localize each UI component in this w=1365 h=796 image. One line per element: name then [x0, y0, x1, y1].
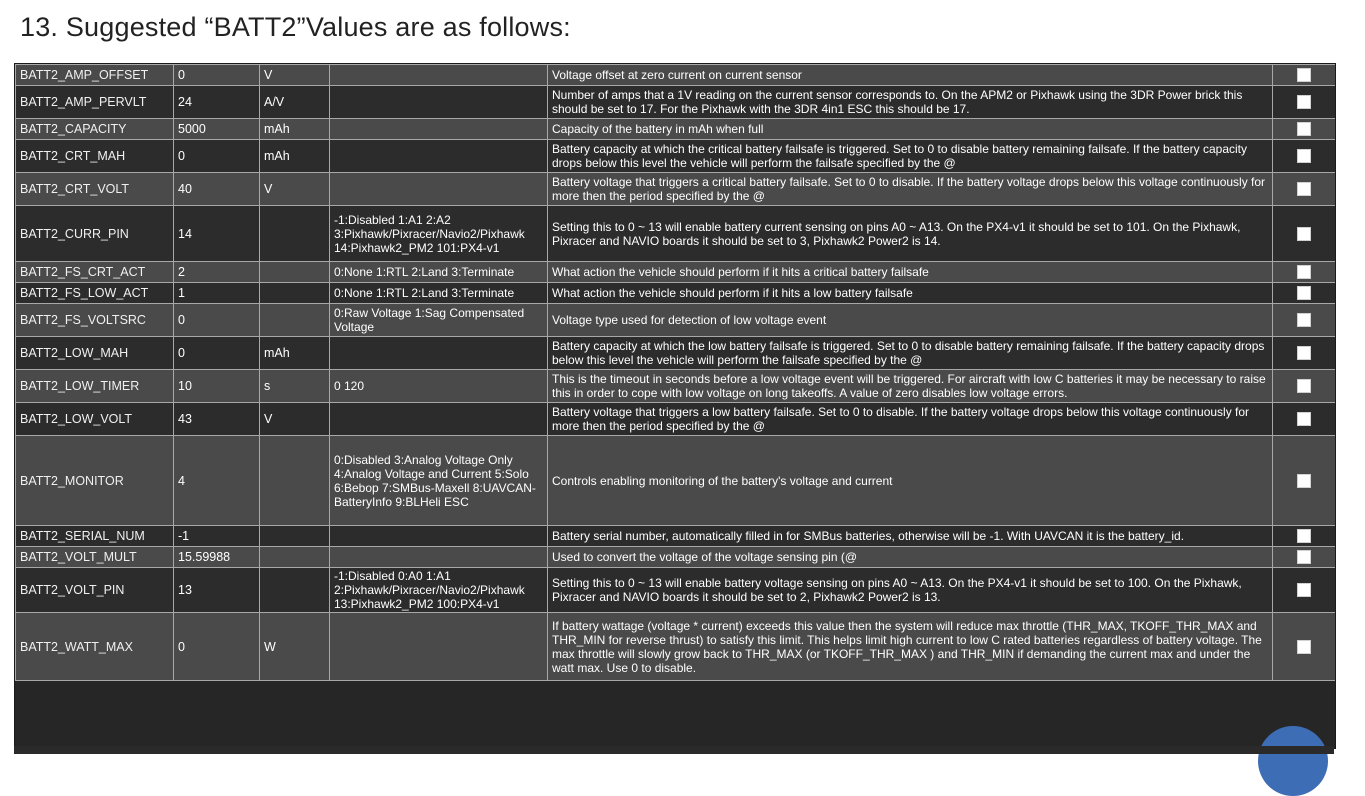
param-options-cell: -1:Disabled 1:A1 2:A2 3:Pixhawk/Pixracer/Navio2/Pixhawk 14:Pixhawk2_PM2 101:PX4-v1 [330, 206, 548, 262]
param-units-cell: V [260, 173, 330, 206]
param-name-cell: BATT2_LOW_VOLT [16, 403, 174, 436]
param-name-cell: BATT2_MONITOR [16, 436, 174, 526]
param-value-cell[interactable]: 15.59988 [174, 547, 260, 568]
param-options-cell: -1:Disabled 0:A0 1:A1 2:Pixhawk/Pixracer/Navio2/Pixhawk 13:Pixhawk2_PM2 100:PX4-v1 [330, 568, 548, 613]
param-description-cell: This is the timeout in seconds before a low voltage event will be triggered. For aircraft with low C batteries it may be necessary to raise this in order to cope with low voltage on long takeoffs. A value of zero disables low voltage errors. [548, 370, 1273, 403]
table-row[interactable] [16, 173, 1336, 206]
favorite-checkbox[interactable] [1297, 182, 1311, 196]
param-favorite-cell[interactable] [1273, 65, 1336, 86]
param-value-cell[interactable]: 40 [174, 173, 260, 206]
param-name-cell: BATT2_CAPACITY [16, 119, 174, 140]
param-favorite-cell[interactable] [1273, 436, 1336, 526]
param-units-cell: mAh [260, 337, 330, 370]
favorite-checkbox[interactable] [1297, 122, 1311, 136]
table-row[interactable] [16, 547, 1336, 568]
param-units-cell [260, 568, 330, 613]
param-options-cell [330, 403, 548, 436]
param-description-cell: Setting this to 0 ~ 13 will enable battery voltage sensing on pins A0 ~ A13. On the PX4-v1 it should be set to 100. On the Pixhawk, Pixracer and NAVIO boards it should be set to 2, Pixhawk2 Power2 is 13. [548, 568, 1273, 613]
param-name-cell: BATT2_VOLT_PIN [16, 568, 174, 613]
favorite-checkbox[interactable] [1297, 529, 1311, 543]
table-row[interactable] [16, 262, 1336, 283]
param-value-cell[interactable]: 1 [174, 283, 260, 304]
param-favorite-cell[interactable] [1273, 613, 1336, 681]
table-row[interactable] [16, 613, 1336, 681]
param-name-cell: BATT2_SERIAL_NUM [16, 526, 174, 547]
param-description-cell: Voltage offset at zero current on current sensor [548, 65, 1273, 86]
param-favorite-cell[interactable] [1273, 140, 1336, 173]
param-value-cell[interactable]: -1 [174, 526, 260, 547]
param-options-cell [330, 65, 548, 86]
param-description-cell: What action the vehicle should perform if it hits a low battery failsafe [548, 283, 1273, 304]
param-units-cell [260, 262, 330, 283]
param-favorite-cell[interactable] [1273, 262, 1336, 283]
param-units-cell: mAh [260, 140, 330, 173]
param-options-cell [330, 613, 548, 681]
page-heading: 13. Suggested “BATT2”Values are as follows: [20, 12, 571, 42]
param-name-cell: BATT2_WATT_MAX [16, 613, 174, 681]
parameter-table [15, 64, 1336, 681]
param-favorite-cell[interactable] [1273, 283, 1336, 304]
param-value-cell[interactable]: 14 [174, 206, 260, 262]
table-row[interactable] [16, 568, 1336, 613]
param-description-cell: Controls enabling monitoring of the battery's voltage and current [548, 436, 1273, 526]
param-units-cell: A/V [260, 86, 330, 119]
param-description-cell: Capacity of the battery in mAh when full [548, 119, 1273, 140]
param-favorite-cell[interactable] [1273, 370, 1336, 403]
param-value-cell[interactable]: 5000 [174, 119, 260, 140]
param-name-cell: BATT2_CURR_PIN [16, 206, 174, 262]
favorite-checkbox[interactable] [1297, 286, 1311, 300]
param-units-cell [260, 206, 330, 262]
param-options-cell: 0:None 1:RTL 2:Land 3:Terminate [330, 283, 548, 304]
param-description-cell: Battery voltage that triggers a low battery failsafe. Set to 0 to disable. If the battery voltage drops below this voltage continuously for more then the period specified by the @ [548, 403, 1273, 436]
param-description-cell: If battery wattage (voltage * current) exceeds this value then the system will reduce max throttle (THR_MAX, TKOFF_THR_MAX and THR_MIN for reverse thrust) to satisfy this limit. This helps limit high current to low C rated batteries regardless of battery voltage. The max throttle will slowly grow back to THR_MAX (or TKOFF_THR_MAX ) and THR_MIN if demanding the current max and under the watt max. Use 0 to disable. [548, 613, 1273, 681]
param-units-cell: s [260, 370, 330, 403]
favorite-checkbox[interactable] [1297, 149, 1311, 163]
table-row[interactable] [16, 337, 1336, 370]
param-name-cell: BATT2_CRT_MAH [16, 140, 174, 173]
param-name-cell: BATT2_VOLT_MULT [16, 547, 174, 568]
param-options-cell: 0:None 1:RTL 2:Land 3:Terminate [330, 262, 548, 283]
param-value-cell[interactable]: 13 [174, 568, 260, 613]
param-options-cell [330, 119, 548, 140]
param-units-cell: mAh [260, 119, 330, 140]
param-description-cell: Used to convert the voltage of the voltage sensing pin (@ [548, 547, 1273, 568]
table-row[interactable] [16, 526, 1336, 547]
favorite-checkbox[interactable] [1297, 474, 1311, 488]
favorite-checkbox[interactable] [1297, 265, 1311, 279]
param-options-cell [330, 140, 548, 173]
param-options-cell: 0 120 [330, 370, 548, 403]
param-options-cell [330, 173, 548, 206]
param-name-cell: BATT2_FS_LOW_ACT [16, 283, 174, 304]
table-row[interactable] [16, 140, 1336, 173]
param-options-cell [330, 86, 548, 119]
param-units-cell [260, 283, 330, 304]
param-name-cell: BATT2_FS_CRT_ACT [16, 262, 174, 283]
param-description-cell: Voltage type used for detection of low voltage event [548, 304, 1273, 337]
param-units-cell [260, 547, 330, 568]
param-name-cell: BATT2_FS_VOLTSRC [16, 304, 174, 337]
horizontal-scrollbar[interactable] [14, 746, 1334, 754]
table-row[interactable] [16, 119, 1336, 140]
table-row[interactable] [16, 283, 1336, 304]
param-value-cell[interactable]: 0 [174, 140, 260, 173]
favorite-checkbox[interactable] [1297, 583, 1311, 597]
param-name-cell: BATT2_AMP_PERVLT [16, 86, 174, 119]
param-value-cell[interactable]: 10 [174, 370, 260, 403]
param-favorite-cell[interactable] [1273, 304, 1336, 337]
param-units-cell [260, 436, 330, 526]
param-value-cell[interactable]: 0 [174, 337, 260, 370]
favorite-checkbox[interactable] [1297, 95, 1311, 109]
param-favorite-cell[interactable] [1273, 337, 1336, 370]
favorite-checkbox[interactable] [1297, 640, 1311, 654]
param-options-cell: 0:Disabled 3:Analog Voltage Only 4:Analog Voltage and Current 5:Solo 6:Bebop 7:SMBus-Maxell 8:UAVCAN-BatteryInfo 9:BLHeli ESC [330, 436, 548, 526]
param-name-cell: BATT2_AMP_OFFSET [16, 65, 174, 86]
param-description-cell: Battery capacity at which the critical battery failsafe is triggered. Set to 0 to disable battery remaining failsafe. If the battery capacity drops below this level the vehicle will perform the failsafe specified by the @ [548, 140, 1273, 173]
corner-badge [1258, 726, 1328, 796]
param-description-cell: What action the vehicle should perform if it hits a critical battery failsafe [548, 262, 1273, 283]
table-row[interactable] [16, 436, 1336, 526]
favorite-checkbox[interactable] [1297, 346, 1311, 360]
param-description-cell: Number of amps that a 1V reading on the current sensor corresponds to. On the APM2 or Pixhawk using the 3DR Power brick this should be set to 17. For the Pixhawk with the 3DR 4in1 ESC this should be 17. [548, 86, 1273, 119]
param-units-cell [260, 304, 330, 337]
favorite-checkbox[interactable] [1297, 379, 1311, 393]
table-row[interactable] [16, 304, 1336, 337]
param-name-cell: BATT2_CRT_VOLT [16, 173, 174, 206]
param-value-cell[interactable]: 0 [174, 65, 260, 86]
table-row[interactable] [16, 370, 1336, 403]
param-value-cell[interactable]: 0 [174, 304, 260, 337]
favorite-checkbox[interactable] [1297, 412, 1311, 426]
param-value-cell[interactable]: 4 [174, 436, 260, 526]
table-row[interactable] [16, 206, 1336, 262]
param-units-cell: V [260, 65, 330, 86]
param-description-cell: Battery serial number, automatically filled in for SMBus batteries, otherwise will be -1. With UAVCAN it is the battery_id. [548, 526, 1273, 547]
favorite-checkbox[interactable] [1297, 550, 1311, 564]
param-favorite-cell[interactable] [1273, 403, 1336, 436]
param-favorite-cell[interactable] [1273, 119, 1336, 140]
parameter-table-body [16, 65, 1336, 681]
param-description-cell: Setting this to 0 ~ 13 will enable battery current sensing on pins A0 ~ A13. On the PX4-v1 it should be set to 101. On the Pixhawk, Pixracer and NAVIO boards it should be set to 3, Pixhawk2 Power2 is 14. [548, 206, 1273, 262]
param-favorite-cell[interactable] [1273, 86, 1336, 119]
param-units-cell: W [260, 613, 330, 681]
param-name-cell: BATT2_LOW_TIMER [16, 370, 174, 403]
param-favorite-cell[interactable] [1273, 206, 1336, 262]
param-units-cell [260, 526, 330, 547]
param-favorite-cell[interactable] [1273, 173, 1336, 206]
param-options-cell: 0:Raw Voltage 1:Sag Compensated Voltage [330, 304, 548, 337]
param-options-cell [330, 547, 548, 568]
table-row[interactable] [16, 403, 1336, 436]
param-value-cell[interactable]: 24 [174, 86, 260, 119]
param-favorite-cell[interactable] [1273, 526, 1336, 547]
table-row[interactable] [16, 65, 1336, 86]
favorite-checkbox[interactable] [1297, 227, 1311, 241]
param-description-cell: Battery capacity at which the low battery failsafe is triggered. Set to 0 to disable battery remaining failsafe. If the battery capacity drops below this level the vehicle will perform the failsafe specified by the @ [548, 337, 1273, 370]
param-name-cell: BATT2_LOW_MAH [16, 337, 174, 370]
param-favorite-cell[interactable] [1273, 568, 1336, 613]
param-units-cell: V [260, 403, 330, 436]
table-row[interactable] [16, 86, 1336, 119]
param-value-cell[interactable]: 43 [174, 403, 260, 436]
favorite-checkbox[interactable] [1297, 313, 1311, 327]
param-description-cell: Battery voltage that triggers a critical battery failsafe. Set to 0 to disable. If the battery voltage drops below this voltage continuously for more then the period specified by the @ [548, 173, 1273, 206]
param-options-cell [330, 526, 548, 547]
favorite-checkbox[interactable] [1297, 68, 1311, 82]
param-value-cell[interactable]: 2 [174, 262, 260, 283]
param-favorite-cell[interactable] [1273, 547, 1336, 568]
param-options-cell [330, 337, 548, 370]
parameter-grid [14, 63, 1336, 749]
param-value-cell[interactable]: 0 [174, 613, 260, 681]
